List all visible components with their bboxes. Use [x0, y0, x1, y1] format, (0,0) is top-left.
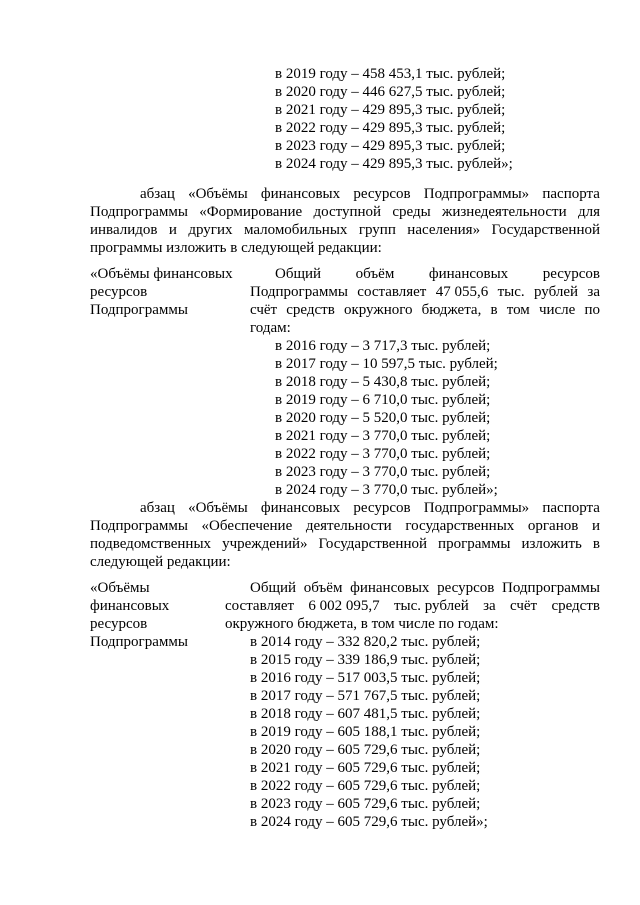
word: инвалидов [90, 222, 158, 238]
word: средств [286, 302, 335, 318]
year-line: в 2015 году – 339 186,9 тыс. рублей; [250, 652, 481, 668]
year-line: в 2022 году – 3 770,0 тыс. рублей; [275, 446, 491, 462]
label-line: «Объёмы финансовых [90, 266, 233, 282]
year-line: в 2024 году – 605 729,6 тыс. рублей»; [250, 814, 488, 830]
year-line: в 2019 году – 458 453,1 тыс. рублей; [275, 66, 506, 82]
word: Государственной [318, 536, 428, 552]
word: «Формирование [199, 204, 303, 220]
year-line: в 2017 году – 10 597,5 тыс. рублей; [275, 356, 498, 372]
paragraph-line [90, 221, 600, 239]
word: ресурсов [437, 580, 495, 596]
word: «Обеспечение [201, 518, 293, 534]
year-line: в 2019 году – 6 710,0 тыс. рублей; [275, 392, 491, 408]
year-line: в 2020 году – 605 729,6 тыс. рублей; [250, 742, 481, 758]
word: в [592, 536, 600, 552]
word: программы [438, 536, 511, 552]
word: Подпрограммы» [423, 186, 530, 202]
year-line: в 2016 году – 3 717,3 тыс. рублей; [275, 338, 491, 354]
year-line: в 2023 году – 3 770,0 тыс. рублей; [275, 464, 491, 480]
word: составляет [357, 284, 427, 300]
word: органов [527, 518, 579, 534]
paragraph-line [90, 535, 600, 553]
word: Общий [250, 580, 297, 596]
word: паспорта [542, 186, 600, 202]
text-line [250, 579, 600, 597]
word: для [577, 204, 600, 220]
year-line: в 2024 году – 3 770,0 тыс. рублей»; [275, 482, 498, 498]
year-line: в 2016 году – 517 003,5 тыс. рублей; [250, 670, 481, 686]
word: подведомственных [90, 536, 212, 552]
word: бюджета, [421, 302, 482, 318]
word: в [490, 302, 498, 318]
text-line [250, 283, 600, 301]
word: ресурсов [542, 266, 600, 282]
word: объём [303, 580, 343, 596]
word: финансовых [350, 580, 430, 596]
paragraph-line: следующей редакции: [90, 554, 231, 570]
word: финансовых [260, 186, 341, 202]
word: за [483, 598, 496, 614]
word: и [591, 518, 600, 534]
year-line: в 2018 году – 5 430,8 тыс. рублей; [275, 374, 491, 390]
word: Подпрограммы» [423, 500, 530, 516]
word: изложить [521, 536, 582, 552]
word: числе [538, 302, 576, 318]
text-line [250, 301, 600, 319]
word: жизнедеятельности [441, 204, 567, 220]
word: Государственной [491, 222, 600, 238]
word: ресурсов [353, 186, 411, 202]
label-line: ресурсов [90, 616, 148, 632]
word: финансовых [260, 500, 341, 516]
word: средств [551, 598, 600, 614]
label-line: ресурсов [90, 284, 148, 300]
text-line: окружного бюджета, в том числе по годам: [225, 616, 499, 632]
word: 47 055,6 [435, 284, 489, 300]
word: составляет [225, 598, 295, 614]
year-line: в 2019 году – 605 188,1 тыс. рублей; [250, 724, 481, 740]
paragraph-line [90, 517, 600, 535]
word: финансовых [428, 266, 509, 282]
year-line: в 2021 году – 605 729,6 тыс. рублей; [250, 760, 481, 776]
year-line: в 2020 году – 446 627,5 тыс. рублей; [275, 84, 506, 100]
word: маломобильных [243, 222, 348, 238]
word: и [168, 222, 177, 238]
word: деятельности [305, 518, 392, 534]
year-line: в 2017 году – 571 767,5 тыс. рублей; [250, 688, 481, 704]
word: других [188, 222, 233, 238]
text-line: годам: [250, 320, 291, 336]
word: доступной [313, 204, 382, 220]
word: Подпрограммы [90, 518, 188, 534]
word: рублей [534, 284, 579, 300]
label-line: Подпрограммы [90, 302, 188, 318]
word: населения» [407, 222, 481, 238]
paragraph-line: программы изложить в следующей редакции: [90, 240, 382, 256]
word: счёт [250, 302, 278, 318]
word: «Объёмы [188, 500, 248, 516]
word: тыс. рублей [393, 598, 469, 614]
word: Общий [275, 266, 322, 282]
word: Подпрограммы [502, 580, 600, 596]
year-line: в 2014 году – 332 820,2 тыс. рублей; [250, 634, 481, 650]
word: по [584, 302, 600, 318]
year-line: в 2023 году – 605 729,6 тыс. рублей; [250, 796, 481, 812]
year-line: в 2020 году – 5 520,0 тыс. рублей; [275, 410, 491, 426]
year-line: в 2024 году – 429 895,3 тыс. рублей»; [275, 156, 513, 172]
label-line: Подпрограммы [90, 634, 188, 650]
year-line: в 2022 году – 605 729,6 тыс. рублей; [250, 778, 481, 794]
word: тыс. [497, 284, 525, 300]
word: за [587, 284, 600, 300]
word: том [506, 302, 530, 318]
word: учреждений» [222, 536, 308, 552]
word: паспорта [542, 500, 600, 516]
word: групп [358, 222, 396, 238]
word: абзац [140, 500, 175, 516]
word: «Объёмы [188, 186, 248, 202]
label-line: финансовых [90, 598, 170, 614]
word: среды [392, 204, 431, 220]
year-line: в 2023 году – 429 895,3 тыс. рублей; [275, 138, 506, 154]
word: ресурсов [353, 500, 411, 516]
label-line: «Объёмы [90, 580, 150, 596]
word: объём [355, 266, 395, 282]
word: государственных [405, 518, 515, 534]
paragraph-line [140, 185, 600, 203]
year-line: в 2018 году – 607 481,5 тыс. рублей; [250, 706, 481, 722]
word: окружного [343, 302, 413, 318]
year-line: в 2021 году – 429 895,3 тыс. рублей; [275, 102, 506, 118]
paragraph-line [140, 499, 600, 517]
word: счёт [510, 598, 538, 614]
year-line: в 2022 году – 429 895,3 тыс. рублей; [275, 120, 506, 136]
word: абзац [140, 186, 175, 202]
text-line [275, 265, 600, 283]
text-line [225, 597, 600, 615]
paragraph-line [90, 203, 600, 221]
year-line: в 2021 году – 3 770,0 тыс. рублей; [275, 428, 491, 444]
word: 6 002 095,7 [308, 598, 380, 614]
word: Подпрограммы [90, 204, 188, 220]
word: Подпрограммы [250, 284, 348, 300]
